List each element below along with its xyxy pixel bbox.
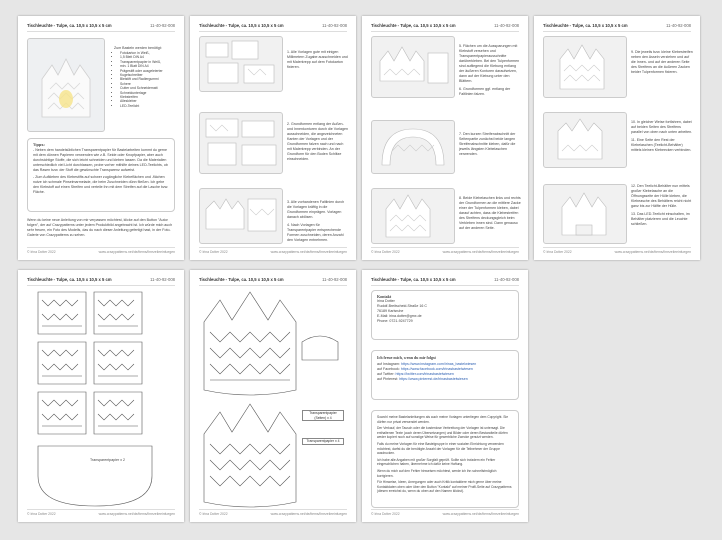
follow-note: Wenn du keine neue Anleitung von mir verpassen möchtest, klicke auf den Button "Autor folgen", der auf Crazypatterns unter jedem Produktbild angebracht ist. Ich würde mich auch sehr freuen, ein Foto des Modells, das du nach dieser Anleitung gefertigt hast, in der Foto-Galerie von Crazypatterns zu sehen. [27,218,173,237]
legal-paragraph: Für Hinweise, Ideen, Anregungen oder auch Kritik kontaktiere mich gerne über meine Kontaktdaten oben oder über den Button "Kontakt" auf meiner Profil-Seite auf Crazypatterns (diesen erreichst du, wenn du oben auf den Namen klickst). [377,480,512,494]
header-code: 11-40-92-008 [322,277,347,282]
material-item: • Fotokarton in Weiß, [120,51,178,55]
step-photo-8 [371,188,455,244]
tulip-lamp-illustration [28,39,104,131]
material-item: • Schneidunterlage [120,91,178,95]
step-photo-5 [371,36,455,98]
step-5: 5. Flächen um die Aussparungen mit Klebstoff versehen und Transparentpapierausschnitte darüberkleben. Bei den Tulpenformen sind aufliegend die Klebung entlang der äußeren Konturen daraufsetzen, dann auf der Klebung unter den Blättern. [459,44,520,83]
step-photo-1 [199,36,283,92]
follow-platform: auf Instagram: [377,362,401,366]
legal-paragraph: Der Verkauf, der Tausch oder die kostenlose Verbreitung der Vorlagen ist untersagt. Die enthaltenen Texte (auch deren Übersetzungen) und Bilder oder deren Bestandteile dürfen weder kopiert noch auf sonstige Weise für gewerbliche Zwecke genutzt werden. [377,426,508,440]
label-box-paper: Transparentpapier x 4 [302,438,344,445]
follow-link[interactable]: https://www.facebook.com/irinasbastelwiesen [400,367,473,371]
contact-line: E-Mail: irina.dotter@gmx.de [377,314,422,318]
cut-pieces-illustration [200,113,282,173]
footer-copyright: © Irina Dotter 2022 [199,512,228,516]
page-7 [362,270,528,522]
tulip-templates [190,270,356,522]
follow-list [377,362,513,382]
material-item: • Kugelschreiber [120,73,178,77]
legal-paragraph: Sowohl meine Bastelanleitungen als auch meine Vorlagen unterliegen dem Copyright. Sie dürfen nur privat verwendet werden. [377,415,509,424]
step-photo-2 [199,112,283,174]
footer-copyright: © Irina Dotter 2022 [543,250,572,254]
page-header [27,22,175,32]
step-10: 10. In gleicher Weise fortfahren, dabei auf beiden Seiten des Streifens parallel von oben nach unten arbeiten. [631,120,693,134]
lamp-assembly-illustration [544,37,626,97]
footer-url: www.crazypatterns.net/de/items/ihrezeileeinfuegen [270,250,347,254]
contact-lines [377,299,513,324]
footer-copyright: © Irina Dotter 2022 [371,250,400,254]
follow-title: Ich freue mich, wenn du mir folgst [377,355,436,360]
footer-copyright: © Irina Dotter 2022 [27,250,56,254]
template-sheets-illustration [200,37,282,91]
legal-box [371,410,519,508]
legal-text [377,415,513,496]
step-4: 4. Nach Vorlagen für Transparentpapier entsprechende Formen zuschneiden, deren Anzahl den Vorlagen entnehmen. [287,223,344,242]
legal-paragraph: Falls du meine Vorlagen für eine Bastelgruppe in einer sozialen Einrichtung verwenden möchtest, darfst du die benötigte Anzahl der Vorlagen für die Teilnehmer der Gruppe ausdrucken. [377,441,504,456]
step-photo-7 [371,120,455,174]
strip-templates [18,270,184,522]
page-2 [190,16,356,260]
legal-paragraph: Wenn du mich auf den Fehler hinweisen möchtest, werde ich ihn schnellstmöglich korrigieren. [377,468,497,478]
page-3 [362,16,528,260]
header-code: 11-40-92-008 [494,23,519,28]
material-item: • Schere [120,82,178,86]
contact-line: 76189 Karlsruhe [377,309,404,313]
tips-title: Tipps: [33,142,45,147]
step-photo-10 [543,112,627,168]
lamp-closing-illustration [544,185,626,243]
header-title: Tischleuchte - Tulpe, ca. 10,5 x 10,5 x 5 cm [27,277,112,282]
label-box-sides: Transparentpapier (Seiten) x 4 [302,410,344,421]
assembled-lamp-illustration [372,189,454,243]
step-7: 7. Den kurzen Streifenabschnitt der Seitenpartie zunächst beide langen Streifenabschnitte kleben, dafür die jeweils längsten Klebelaschen verwenden. [459,132,516,156]
legal-paragraph: Ich habe alle Angaben mit großer Sorgfalt geprüft. Sollte sich trotzdem ein Fehler eingeschlichen haben, übernehme ich dafür keine Haftung. [377,457,496,467]
material-item: • Cutter und Schneidematt [120,86,178,90]
page-footer [27,247,175,255]
contact-box [371,290,519,340]
header-code: 11-40-92-008 [150,277,175,282]
page-6 [190,270,356,522]
tips-box [27,138,175,212]
material-item: • Klebstreifen [120,95,178,99]
material-item: • 1,5 Bleit DIN A4 [120,55,178,59]
tip-2: - Zum Aufkleben des Klebestifts auf schwer zugängliche Klebeflächen und -flächen nutze ich schmale Pinselmarmelade, die beim Zuschneiden dünn fließen. Ich gebe den Klebstoff auf einen Streifen und verteile ihn mit dem Streifen auf die Lasche bzw. Fläche. [33,175,169,194]
embossed-pieces-illustration [200,189,282,243]
footer-url: www.crazypatterns.net/de/items/ihrezeileeinfuegen [614,250,691,254]
material-item: • Transparentpapier in Weiß, [120,60,178,64]
page-4 [534,16,700,260]
material-item: • min. 1 Blatt DIN A4 [120,64,178,68]
header-title: Tischleuchte - Tulpe, ca. 10,5 x 10,5 x 5 cm [27,23,112,28]
header-code: 11-40-92-008 [666,23,691,28]
header-code: 11-40-92-008 [322,23,347,28]
footer-url: www.crazypatterns.net/de/items/ihrezeileeinfuegen [442,512,519,516]
header-code: 11-40-92-008 [150,23,175,28]
page-5 [18,270,184,522]
lamp-photo [27,38,105,132]
footer-url: www.crazypatterns.net/de/items/ihrezeileeinfuegen [98,250,175,254]
step-photo-12 [543,184,627,244]
footer-copyright: © Irina Dotter 2022 [371,512,400,516]
step-12-13 [631,184,693,227]
step-3: 3. Alle vorhandenen Faltlinien durch die Vorlagen kräftig in die Grundformen einprägen. Vorlagen danach ablösen. [287,200,345,219]
contact-line: Irina Dotter [377,299,395,303]
tip-1: - Neben dem handelsüblichen Transparentpapier für Bastelarbeiten kommt du gerne mit dem dünnen Papieren verwenden wie z.B. Seide oder Knopfpapier, aber auch durchsichtige Stoffe, die sich leicht schneiden und kleben lassen. Da die Materialien unterschiedlich viel Licht durchlassen, probe vorher mithilfe deines LED-Teelichts, ob das Rasen bzw. der Stoff die gewünschte Transparenz aufweist. [33,148,168,172]
materials-intro: Zum Basteln werden benötigt: [114,46,162,50]
transparent-paper-label: Transparentpapier x 2 [90,458,126,462]
material-item: • LED-Teelicht [120,104,178,108]
step-10-11 [631,120,693,153]
step-5-6 [459,44,521,97]
step-3-4 [287,200,349,243]
follow-link[interactable]: https://www.instagram.com/irinas_bastelwiesen [400,362,477,366]
contact-line: Phone: 0721-9247729 [377,319,413,323]
materials-block [114,46,178,108]
follow-box [371,350,519,400]
step-13: 13. Das LED-Teelicht einschalten, im Behälter platzieren und die Leuchte schließen. [631,212,690,226]
follow-link[interactable]: https://twitter.com/irinasbastelwiesen [395,372,454,376]
step-11: 11. Eine Seite den Rest der Klebelaschen (Teelicht-Behälter) mittels kleinen Klebeecken verbinden. [631,138,692,152]
follow-platform: auf Twitter: [377,372,396,376]
footer-copyright: © Irina Dotter 2022 [199,250,228,254]
step-8: 8. Beide Klebelaschen links und rechts der Grundformen an die mittlere Zacke einer der Tulpenformen kleben, dabei darauf achten, dass die Klebestreifen des Streifens deckungsgleich beim Verkleben innen sind. Dann genauso auf der anderen Seite. [459,196,521,230]
step-9: 9. Die jeweils bzw. kleine Klebestreifen neben den Asseln verziehen und auf die Innen- und auf der anderen Seite des Streifens an die äußeren Zacken beider Tulpenformen fixieren. [631,50,693,74]
footer-url: www.crazypatterns.net/de/items/ihrezeileeinfuegen [270,512,347,516]
footer-url: www.crazypatterns.net/de/items/ihrezeileeinfuegen [442,250,519,254]
tulip-pieces-illustration [372,37,454,97]
follow-item [377,377,513,382]
step-6: 6. Grundformen ggf. entlang der Faltlinien falzen. [459,87,511,96]
material-item: • Alleskleber [120,99,178,103]
step-2: 2. Grundformen entlang der Außen- und Innenkonturen durch die Vorlagen ausschneiden, die angezeichneten Kanten der Vorlagen und der Grundformen falzen nach und nach mit Malerkrepp verbinden. An der Grundform für den Boden Schlitze einschneiden. [287,122,348,161]
material-item: • Prägestift oder ausgeleierter [120,69,178,73]
footer-url: www.crazypatterns.net/de/items/ihrezeileeinfuegen [98,512,175,516]
follow-platform: auf Pinterest: [377,377,400,381]
step-photo-3 [199,188,283,244]
header-title: Tischleuchte - Tulpe, ca. 10,5 x 10,5 x 5 cm [199,23,284,28]
step-1: 1. Alle Vorlagen gute mit einigen Millimetern Zugabe ausschneiden und mit Malerkrepp auf dem Fotokarton fixieren. [287,50,348,69]
contact-line: Rudolf-Breitscheid-Straße 16 C [377,304,427,308]
contact-title: Kontakt [377,294,392,299]
follow-link[interactable]: https://www.pinterest.de/irinasbastelwiesen [399,377,468,381]
header-title: Tischleuchte - Tulpe, ca. 10,5 x 10,5 x 5 cm [543,23,628,28]
step-photo-9 [543,36,627,98]
step-12: 12. Den Teelicht-Behälter nun mittels großer Klebelasche an die Öffnungsseite der Hülle kleben, die Klebeasche des Behälters reicht nicht ganz bis zur Hälfte der Hülle. [631,184,692,208]
header-title: Tischleuchte - Tulpe, ca. 10,5 x 10,5 x 5 cm [199,277,284,282]
lamp-side-illustration [544,113,626,167]
footer-copyright: © Irina Dotter 2022 [27,512,56,516]
strip-arc-illustration [372,121,454,173]
header-code: 11-40-92-008 [494,277,519,282]
materials-list [114,51,178,108]
follow-platform: auf Facebook: [377,367,401,371]
header-title: Tischleuchte - Tulpe, ca. 10,5 x 10,5 x 5 cm [371,23,456,28]
header-title: Tischleuchte - Tulpe, ca. 10,5 x 10,5 x 5 cm [371,277,456,282]
material-item: • Bleistift und Radiergummi [120,77,178,81]
page-1 [18,16,184,260]
